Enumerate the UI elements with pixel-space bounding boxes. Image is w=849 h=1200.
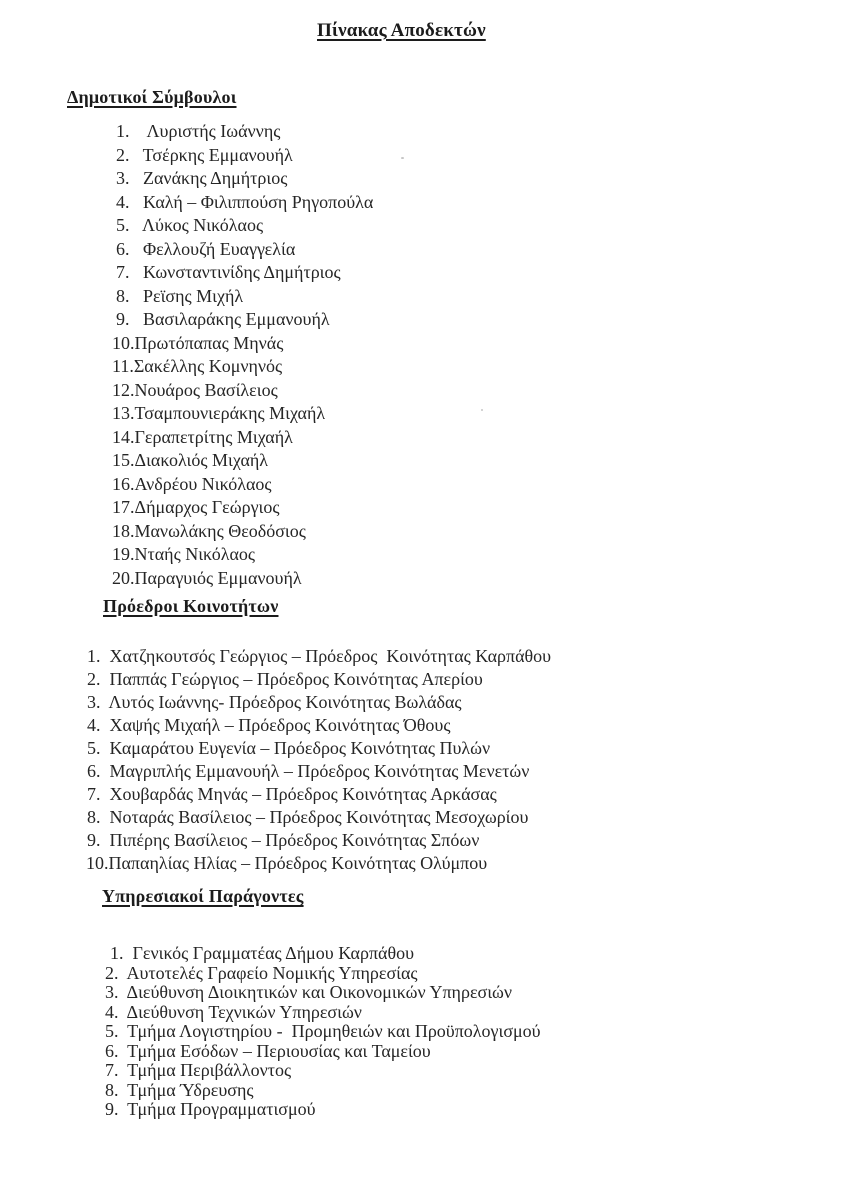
list-item: 8. Ρεϊσης Μιχήλ [116,285,244,306]
list-item: 3. Ζανάκης Δημήτριος [116,168,288,188]
list-item: 3. Λυτός Ιωάννης- Πρόεδρος Κοινότητας Βωλάδας [87,692,462,712]
list-item: 1. Χατζηκουτσός Γεώργιος – Πρόεδρος Κοινότητας Καρπάθου [87,646,552,666]
list-item: 5. Τμήμα Λογιστηρίου - Προμηθειών και Προϋπολογισμού [105,1021,541,1041]
list-item: 6. Μαγριπλής Εμμανουήλ – Πρόεδρος Κοινότητας Μενετών [87,761,530,781]
list-item: 9. Τμήμα Προγραμματισμού [105,1099,316,1119]
list-item: 10.Πρωτόπαπας Μηνάς [112,332,284,353]
section-heading-service-officials: Υπηρεσιακοί Παράγοντες [102,886,304,906]
section-heading-municipal-councilors: Δημοτικοί Σύμβουλοι [67,87,237,107]
list-item: 2. Παππάς Γεώργιος – Πρόεδρος Κοινότητας Απερίου [87,669,483,689]
recipient-list-community-presidents [87,645,551,875]
scan-speck [401,157,404,159]
recipient-list-municipal-councilors [112,120,374,590]
section-heading-community-presidents: Πρόεδροι Κοινοτήτων [103,596,279,616]
list-item: 7. Κωνσταντινίδης Δημήτριος [116,262,341,282]
list-item: 9. Πιπέρης Βασίλειος – Πρόεδρος Κοινότητας Σπόων [87,830,480,850]
list-item: 6. Φελλουζή Ευαγγελία [116,238,296,259]
list-item: 17.Δήμαρχος Γεώργιος [112,497,280,517]
list-item: 8. Τμήμα Ύδρευσης [105,1079,254,1100]
list-item: 1. Λυριστής Ιωάννης [116,121,281,141]
list-item: 2. Αυτοτελές Γραφείο Νομικής Υπηρεσίας [105,962,418,983]
list-item: 1. Γενικός Γραμματέας Δήμου Καρπάθου [110,943,415,963]
list-item: 11.Σακέλλης Κομνηνός [112,356,283,376]
list-item: 3. Διεύθυνση Διοικητικών και Οικονομικών Υπηρεσιών [105,982,513,1002]
list-item: 4. Καλή – Φιλιππούση Ρηγοπούλα [116,191,374,212]
list-item: 18.Μανωλάκης Θεοδόσιος [112,520,306,541]
list-item: 15.Διακολιός Μιχαήλ [112,450,269,470]
list-item: 4. Χαψής Μιχαήλ – Πρόεδρος Κοινότητας Όθους [87,715,451,735]
list-item: 10.Παπαηλίας Ηλίας – Πρόεδρος Κοινότητας Ολύμπου [86,853,488,873]
list-item: 6. Τμήμα Εσόδων – Περιουσίας και Ταμείου [105,1040,431,1061]
list-item: 19.Νταής Νικόλαος [112,544,256,564]
list-item: 7. Τμήμα Περιβάλλοντος [105,1060,292,1080]
list-item: 7. Χουβαρδάς Μηνάς – Πρόεδρος Κοινότητας Αρκάσας [87,784,497,804]
list-item: 13.Τσαμπουνιεράκης Μιχαήλ [112,403,326,423]
page-title: Πίνακας Αποδεκτών [317,20,486,41]
list-item: 4. Διεύθυνση Τεχνικών Υπηρεσιών [105,1001,362,1022]
list-item: 2. Τσέρκης Εμμανουήλ [116,144,293,165]
list-item: 5. Λύκος Νικόλαος [116,215,264,235]
list-item: 5. Καμαράτου Ευγενία – Πρόεδρος Κοινότητας Πυλών [87,738,491,758]
list-item: 20.Παραγυιός Εμμανουήλ [112,567,302,588]
scan-speck [481,409,483,411]
list-item: 16.Ανδρέου Νικόλαος [112,473,272,494]
list-item: 14.Γεραπετρίτης Μιχαήλ [112,426,293,447]
list-item: 8. Νοταράς Βασίλειος – Πρόεδρος Κοινότητας Μεσοχωρίου [87,807,529,827]
list-item: 12.Νουάρος Βασίλειος [112,379,278,400]
list-item: 9. Βασιλαράκης Εμμανουήλ [116,309,330,329]
recipient-list-service-officials [105,944,541,1120]
